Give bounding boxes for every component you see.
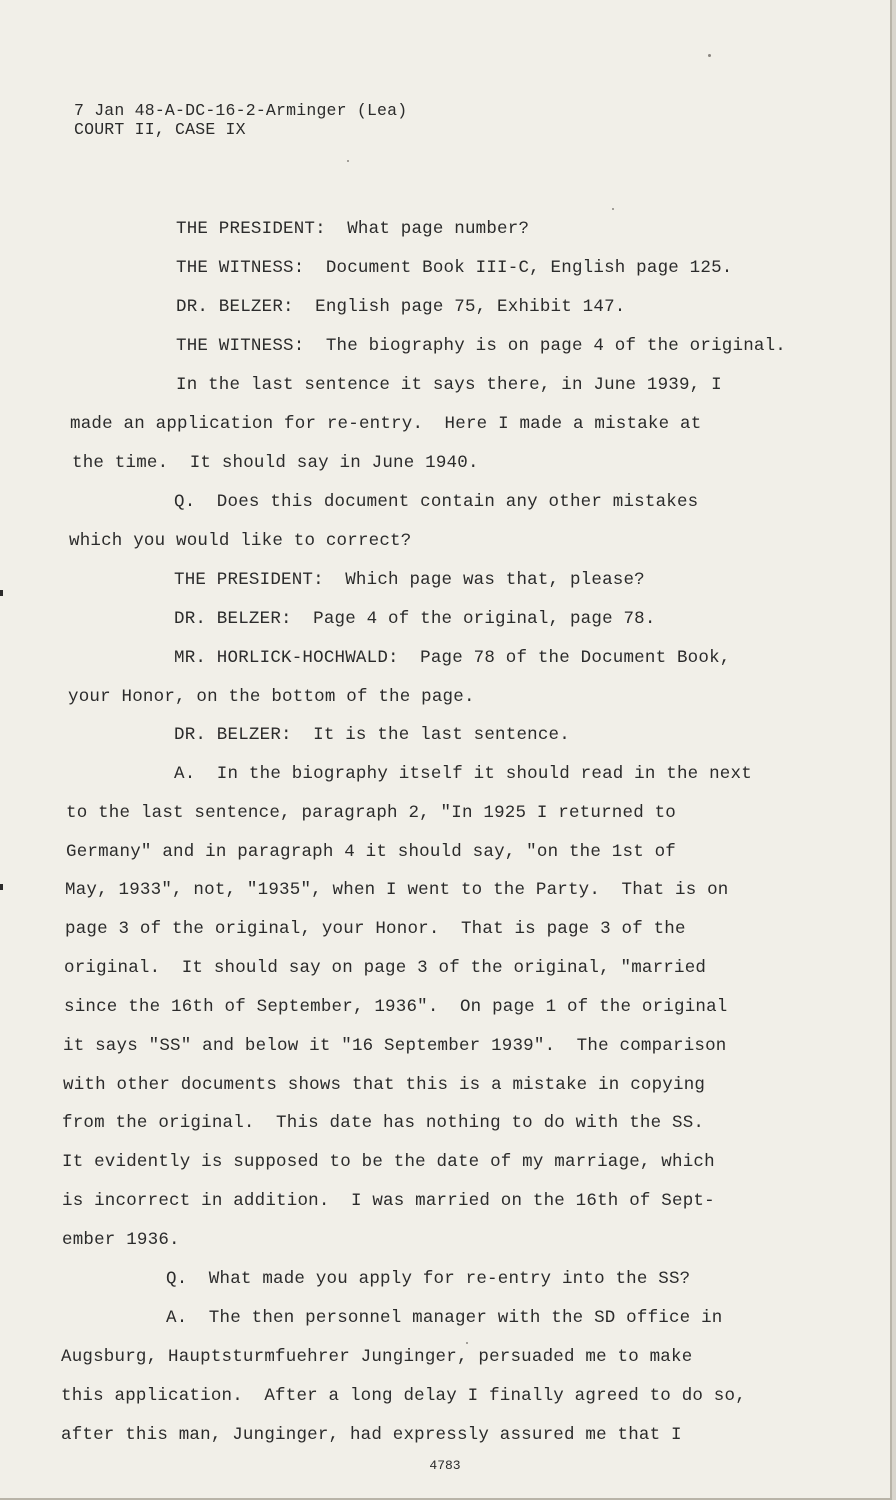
header-case-reference: 7 Jan 48-A-DC-16-2-Arminger (Lea) <box>74 101 408 120</box>
paper-speck <box>612 208 614 210</box>
transcript-line: A. In the biography itself it should read in the next <box>174 764 752 784</box>
transcript-line: MR. HORLICK-HOCHWALD: Page 78 of the Document Book, <box>174 648 731 668</box>
transcript-line: from the original. This date has nothing to do with the SS. <box>62 1113 705 1133</box>
transcript-line: your Honor, on the bottom of the page. <box>68 687 475 707</box>
transcript-line: with other documents shows that this is a mistake in copying <box>63 1075 706 1095</box>
transcript-line: THE WITNESS: The biography is on page 4 of the original. <box>176 336 786 356</box>
transcript-line: made an application for re-entry. Here I made a mistake at <box>70 414 702 434</box>
transcript-line: Q. What made you apply for re-entry into the SS? <box>166 1269 691 1289</box>
transcript-line: THE PRESIDENT: Which page was that, please? <box>174 570 645 590</box>
transcript-line: Q. Does this document contain any other mistakes <box>174 492 699 512</box>
transcript-line: THE PRESIDENT: What page number? <box>176 219 530 239</box>
transcript-line: to the last sentence, paragraph 2, "In 1925 I returned to <box>66 803 676 823</box>
transcript-line: this application. After a long delay I finally agreed to do so, <box>61 1386 746 1406</box>
paper-speck <box>708 54 711 57</box>
transcript-line: A. The then personnel manager with the SD office in <box>166 1308 723 1328</box>
header-court: COURT II, CASE IX <box>74 120 246 139</box>
margin-mark <box>0 884 3 890</box>
transcript-line: May, 1933", not, "1935", when I went to the Party. That is on <box>65 880 729 900</box>
transcript-line: original. It should say on page 3 of the original, "married <box>64 958 707 978</box>
transcript-line: DR. BELZER: English page 75, Exhibit 147. <box>176 297 626 317</box>
transcript-line: after this man, Junginger, had expressly assured me that I <box>61 1425 682 1445</box>
transcript-line: It evidently is supposed to be the date of my marriage, which <box>62 1152 715 1172</box>
transcript-line: it says "SS" and below it "16 September 1939". The comparison <box>63 1036 727 1056</box>
paper-speck <box>466 1342 468 1344</box>
transcript-line: THE WITNESS: Document Book III-C, English page 125. <box>176 258 733 278</box>
transcript-line: since the 16th of September, 1936". On page 1 of the original <box>64 997 728 1017</box>
transcript-line: ember 1936. <box>62 1230 180 1250</box>
transcript-line: DR. BELZER: It is the last sentence. <box>174 725 570 745</box>
paper-speck <box>347 160 349 162</box>
transcript-line: page 3 of the original, your Honor. That is page 3 of the <box>65 919 686 939</box>
page-number: 4783 <box>429 1458 461 1473</box>
transcript-line: which you would like to correct? <box>69 531 412 551</box>
transcript-line: DR. BELZER: Page 4 of the original, page 78. <box>174 609 656 629</box>
margin-mark <box>0 590 3 596</box>
transcript-line: Germany" and in paragraph 4 it should say, "on the 1st of <box>66 842 676 862</box>
transcript-line: the time. It should say in June 1940. <box>72 453 479 473</box>
transcript-line: Augsburg, Hauptsturmfuehrer Junginger, persuaded me to make <box>61 1347 693 1367</box>
transcript-line: In the last sentence it says there, in June 1939, I <box>176 375 722 395</box>
transcript-line: is incorrect in addition. I was married on the 16th of Sept- <box>62 1191 715 1211</box>
